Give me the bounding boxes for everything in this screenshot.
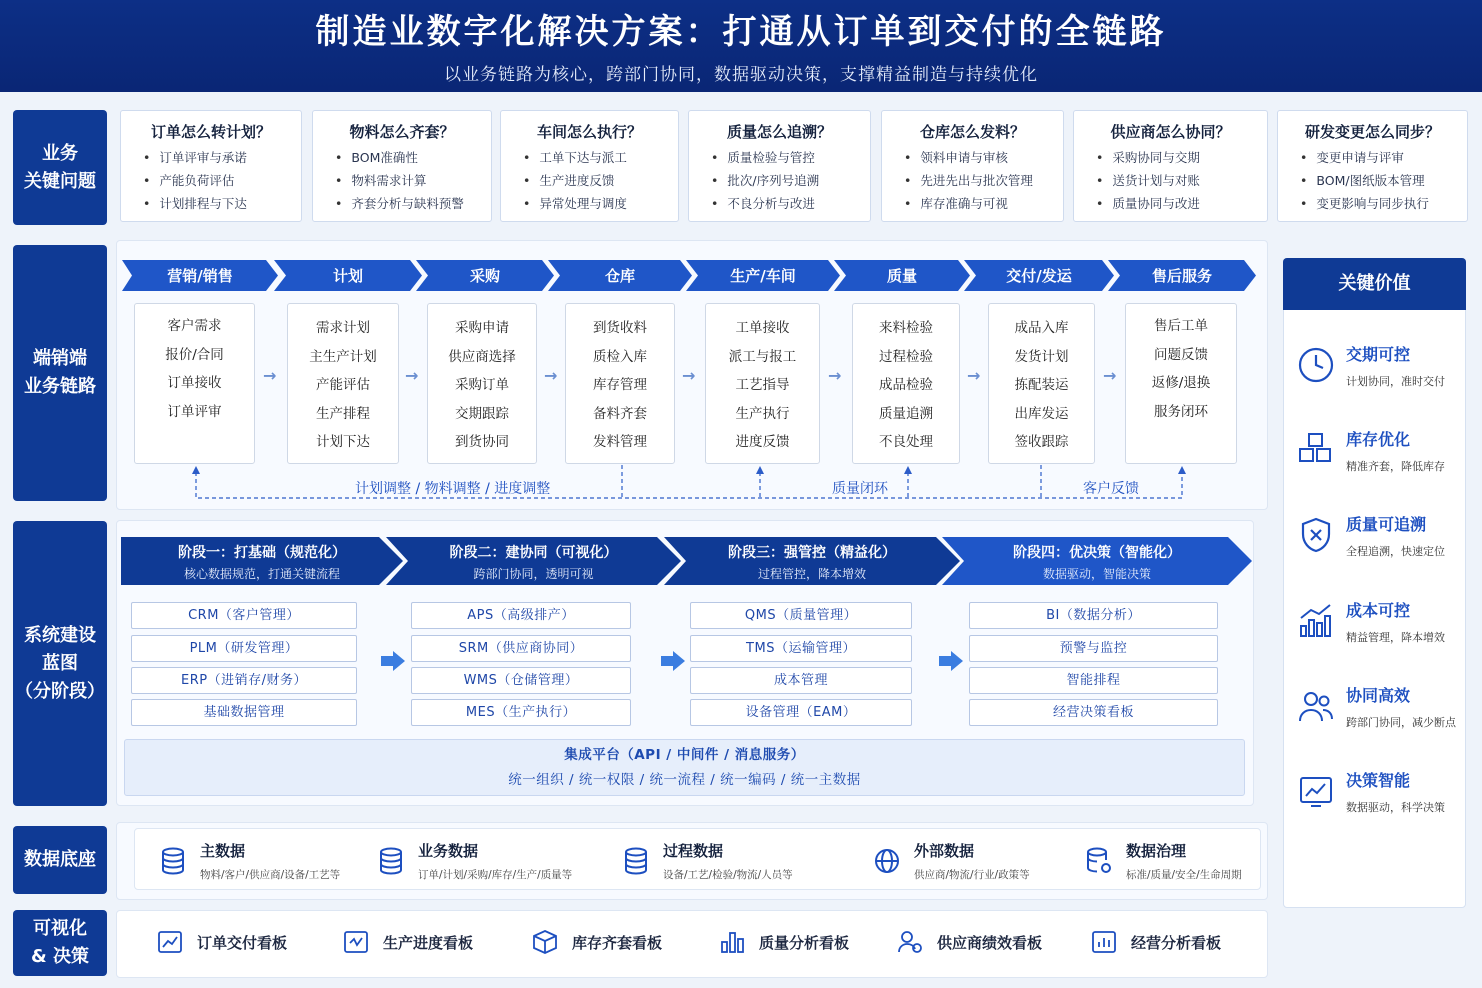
system-plm: PLM（研发管理） (131, 635, 357, 662)
chain-stage-quality: 质量 (834, 260, 970, 291)
database-icon (158, 846, 188, 876)
system-qms: QMS（质量管理） (690, 602, 912, 629)
chain-stage-plan: 计划 (274, 260, 422, 291)
bar-chart-icon (719, 929, 745, 955)
clock-icon (1297, 346, 1335, 384)
progress-icon (343, 929, 369, 955)
decision-icon (1297, 772, 1335, 810)
system-cost: 成本管理 (690, 667, 912, 694)
stage-arrow-icon (381, 651, 405, 671)
step-box-delivery: 成品入库 发货计划 拣配装运 出库发运 签收跟踪 (988, 303, 1095, 464)
key-value-cost: 成本可控 精益管理，降本增效 (1297, 599, 1445, 645)
system-alert: 预警与监控 (969, 635, 1218, 662)
data-item-governance: 数据治理 标准/质量/安全/生命周期 (1084, 838, 1242, 882)
question-card-order: 订单怎么转计划？ • 订单评审与承诺 • 产能负荷评估 • 计划排程与下达 (120, 110, 302, 222)
box-icon (532, 929, 558, 955)
chain-stage-production: 生产/车间 (686, 260, 840, 291)
dashboard-business[interactable]: 经营分析看板 (1091, 929, 1221, 955)
blueprint-stage-1: 阶段一：打基础（规范化） 核心数据规范，打通关键流程 (121, 537, 403, 585)
system-wms: WMS（仓储管理） (411, 667, 631, 694)
flow-arrow-icon: → (405, 366, 419, 385)
blueprint-stage-3: 阶段三：强管控（精益化） 过程管控，降本增效 (664, 537, 960, 585)
flow-arrow-icon: → (544, 366, 558, 385)
chain-stage-sales: 营销/销售 (122, 260, 278, 291)
team-icon (1297, 687, 1335, 725)
blueprint-stage-2: 阶段二：建协同（可视化） 跨部门协同，透明可视 (386, 537, 681, 585)
chart-icon (157, 929, 183, 955)
question-card-warehouse: 仓库怎么发料？ • 领料申请与审核 • 先进先出与批次管理 • 库存准确与可视 (881, 110, 1064, 222)
system-master-data: 基础数据管理 (131, 699, 357, 726)
dashboard-quality[interactable]: 质量分析看板 (719, 929, 849, 955)
database-icon (376, 846, 406, 876)
question-card-quality: 质量怎么追溯？ • 质量检验与管控 • 批次/序列号追溯 • 不良分析与改进 (688, 110, 871, 222)
question-card-material: 物料怎么齐套？ • BOM准确性 • 物料需求计算 • 齐套分析与缺料预警 (312, 110, 492, 222)
system-tms: TMS（运输管理） (690, 635, 912, 662)
data-item-external: 外部数据 供应商/物流/行业/政策等 (872, 838, 1030, 882)
integration-platform: 集成平台（API / 中间件 / 消息服务） 统一组织 / 统一权限 / 统一流程 / 统一编码 / 统一主数据 (124, 739, 1245, 796)
globe-icon (872, 846, 902, 876)
system-erp: ERP（进销存/财务） (131, 667, 357, 694)
users-icon (897, 929, 923, 955)
blueprint-stage-4: 阶段四：优决策（智能化） 数据驱动，智能决策 (942, 537, 1252, 585)
side-label-data: 数据底座 (13, 826, 107, 894)
question-card-supplier: 供应商怎么协同？ • 采购协同与交期 • 送货计划与对账 • 质量协同与改进 (1073, 110, 1268, 222)
side-label-blueprint: 系统建设 蓝图 （分阶段） (13, 521, 107, 806)
page-subtitle: 以业务链路为核心，跨部门协同，数据驱动决策，支撑精益制造与持续优化 (444, 65, 1038, 85)
stage-arrow-icon (661, 651, 685, 671)
system-crm: CRM（客户管理） (131, 602, 357, 629)
system-bi: BI（数据分析） (969, 602, 1218, 629)
data-item-process: 过程数据 设备/工艺/检验/物流/人员等 (621, 838, 793, 882)
feedback-label-quality: 质量闭环 (832, 481, 888, 497)
side-label-questions: 业务 关键问题 (13, 110, 107, 225)
system-srm: SRM（供应商协同） (411, 635, 631, 662)
flow-arrow-icon: → (682, 366, 696, 385)
growth-chart-icon (1297, 602, 1335, 640)
data-item-master: 主数据 物料/客户/供应商/设备/工艺等 (158, 838, 340, 882)
page-title: 制造业数字化解决方案：打通从订单到交付的全链路 (315, 12, 1167, 52)
step-box-purchase: 采购申请 供应商选择 采购订单 交期跟踪 到货协同 (427, 303, 537, 464)
system-aps: APS（高级排产） (411, 602, 631, 629)
chain-stage-warehouse: 仓库 (548, 260, 692, 291)
question-card-rnd: 研发变更怎么同步？ • 变更申请与评审 • BOM/图纸版本管理 • 变更影响与同步执行 (1277, 110, 1468, 222)
flow-arrow-icon: → (828, 366, 842, 385)
flow-arrow-icon: → (263, 366, 277, 385)
dashboard-supplier[interactable]: 供应商绩效看板 (897, 929, 1042, 955)
step-box-plan: 需求计划 主生产计划 产能评估 生产排程 计划下达 (287, 303, 399, 464)
stage-arrow-icon (939, 651, 963, 671)
flow-arrow-icon: → (967, 366, 981, 385)
step-box-service: 售后工单 问题反馈 返修/退换 服务闭环 (1125, 303, 1237, 464)
dashboard-inventory[interactable]: 库存齐套看板 (532, 929, 662, 955)
step-box-production: 工单接收 派工与报工 工艺指导 生产执行 进度反馈 (705, 303, 820, 464)
chain-stage-purchase: 采购 (416, 260, 554, 291)
system-smart-schedule: 智能排程 (969, 667, 1218, 694)
system-dashboard: 经营决策看板 (969, 699, 1218, 726)
column-chart-icon (1091, 929, 1117, 955)
flow-arrow-icon: → (1103, 366, 1117, 385)
database-gear-icon (1084, 846, 1114, 876)
key-value-decision: 决策智能 数据驱动，科学决策 (1297, 769, 1445, 815)
system-mes: MES（生产执行） (411, 699, 631, 726)
key-value-delivery: 交期可控 计划协同，准时交付 (1297, 343, 1445, 389)
data-item-business: 业务数据 订单/计划/采购/库存/生产/质量等 (376, 838, 572, 882)
key-value-title: 关键价值 (1283, 258, 1466, 310)
step-box-warehouse: 到货收料 质检入库 库存管理 备料齐套 发料管理 (565, 303, 675, 464)
cubes-icon (1297, 431, 1335, 469)
question-card-workshop: 车间怎么执行？ • 工单下达与派工 • 生产进度反馈 • 异常处理与调度 (500, 110, 679, 222)
database-icon (621, 846, 651, 876)
feedback-label-customer: 客户反馈 (1083, 481, 1139, 497)
dashboard-order-delivery[interactable]: 订单交付看板 (157, 929, 287, 955)
chain-stage-delivery: 交付/发运 (964, 260, 1114, 291)
key-value-collaboration: 协同高效 跨部门协同，减少断点 (1297, 684, 1456, 730)
system-eam: 设备管理（EAM） (690, 699, 912, 726)
shield-icon (1297, 516, 1335, 554)
chain-stage-service: 售后服务 (1108, 260, 1256, 291)
key-value-inventory: 库存优化 精准齐套，降低库存 (1297, 428, 1445, 474)
dashboard-production-progress[interactable]: 生产进度看板 (343, 929, 473, 955)
key-value-traceability: 质量可追溯 全程追溯，快速定位 (1297, 513, 1445, 559)
side-label-chain: 端销端 业务链路 (13, 245, 107, 501)
feedback-label-plan: 计划调整 / 物料调整 / 进度调整 (355, 481, 551, 497)
step-box-quality: 来料检验 过程检验 成品检验 质量追溯 不良处理 (852, 303, 960, 464)
step-box-sales: 客户需求 报价/合同 订单接收 订单评审 (134, 303, 255, 464)
side-label-visual: 可视化 & 决策 (13, 910, 107, 976)
